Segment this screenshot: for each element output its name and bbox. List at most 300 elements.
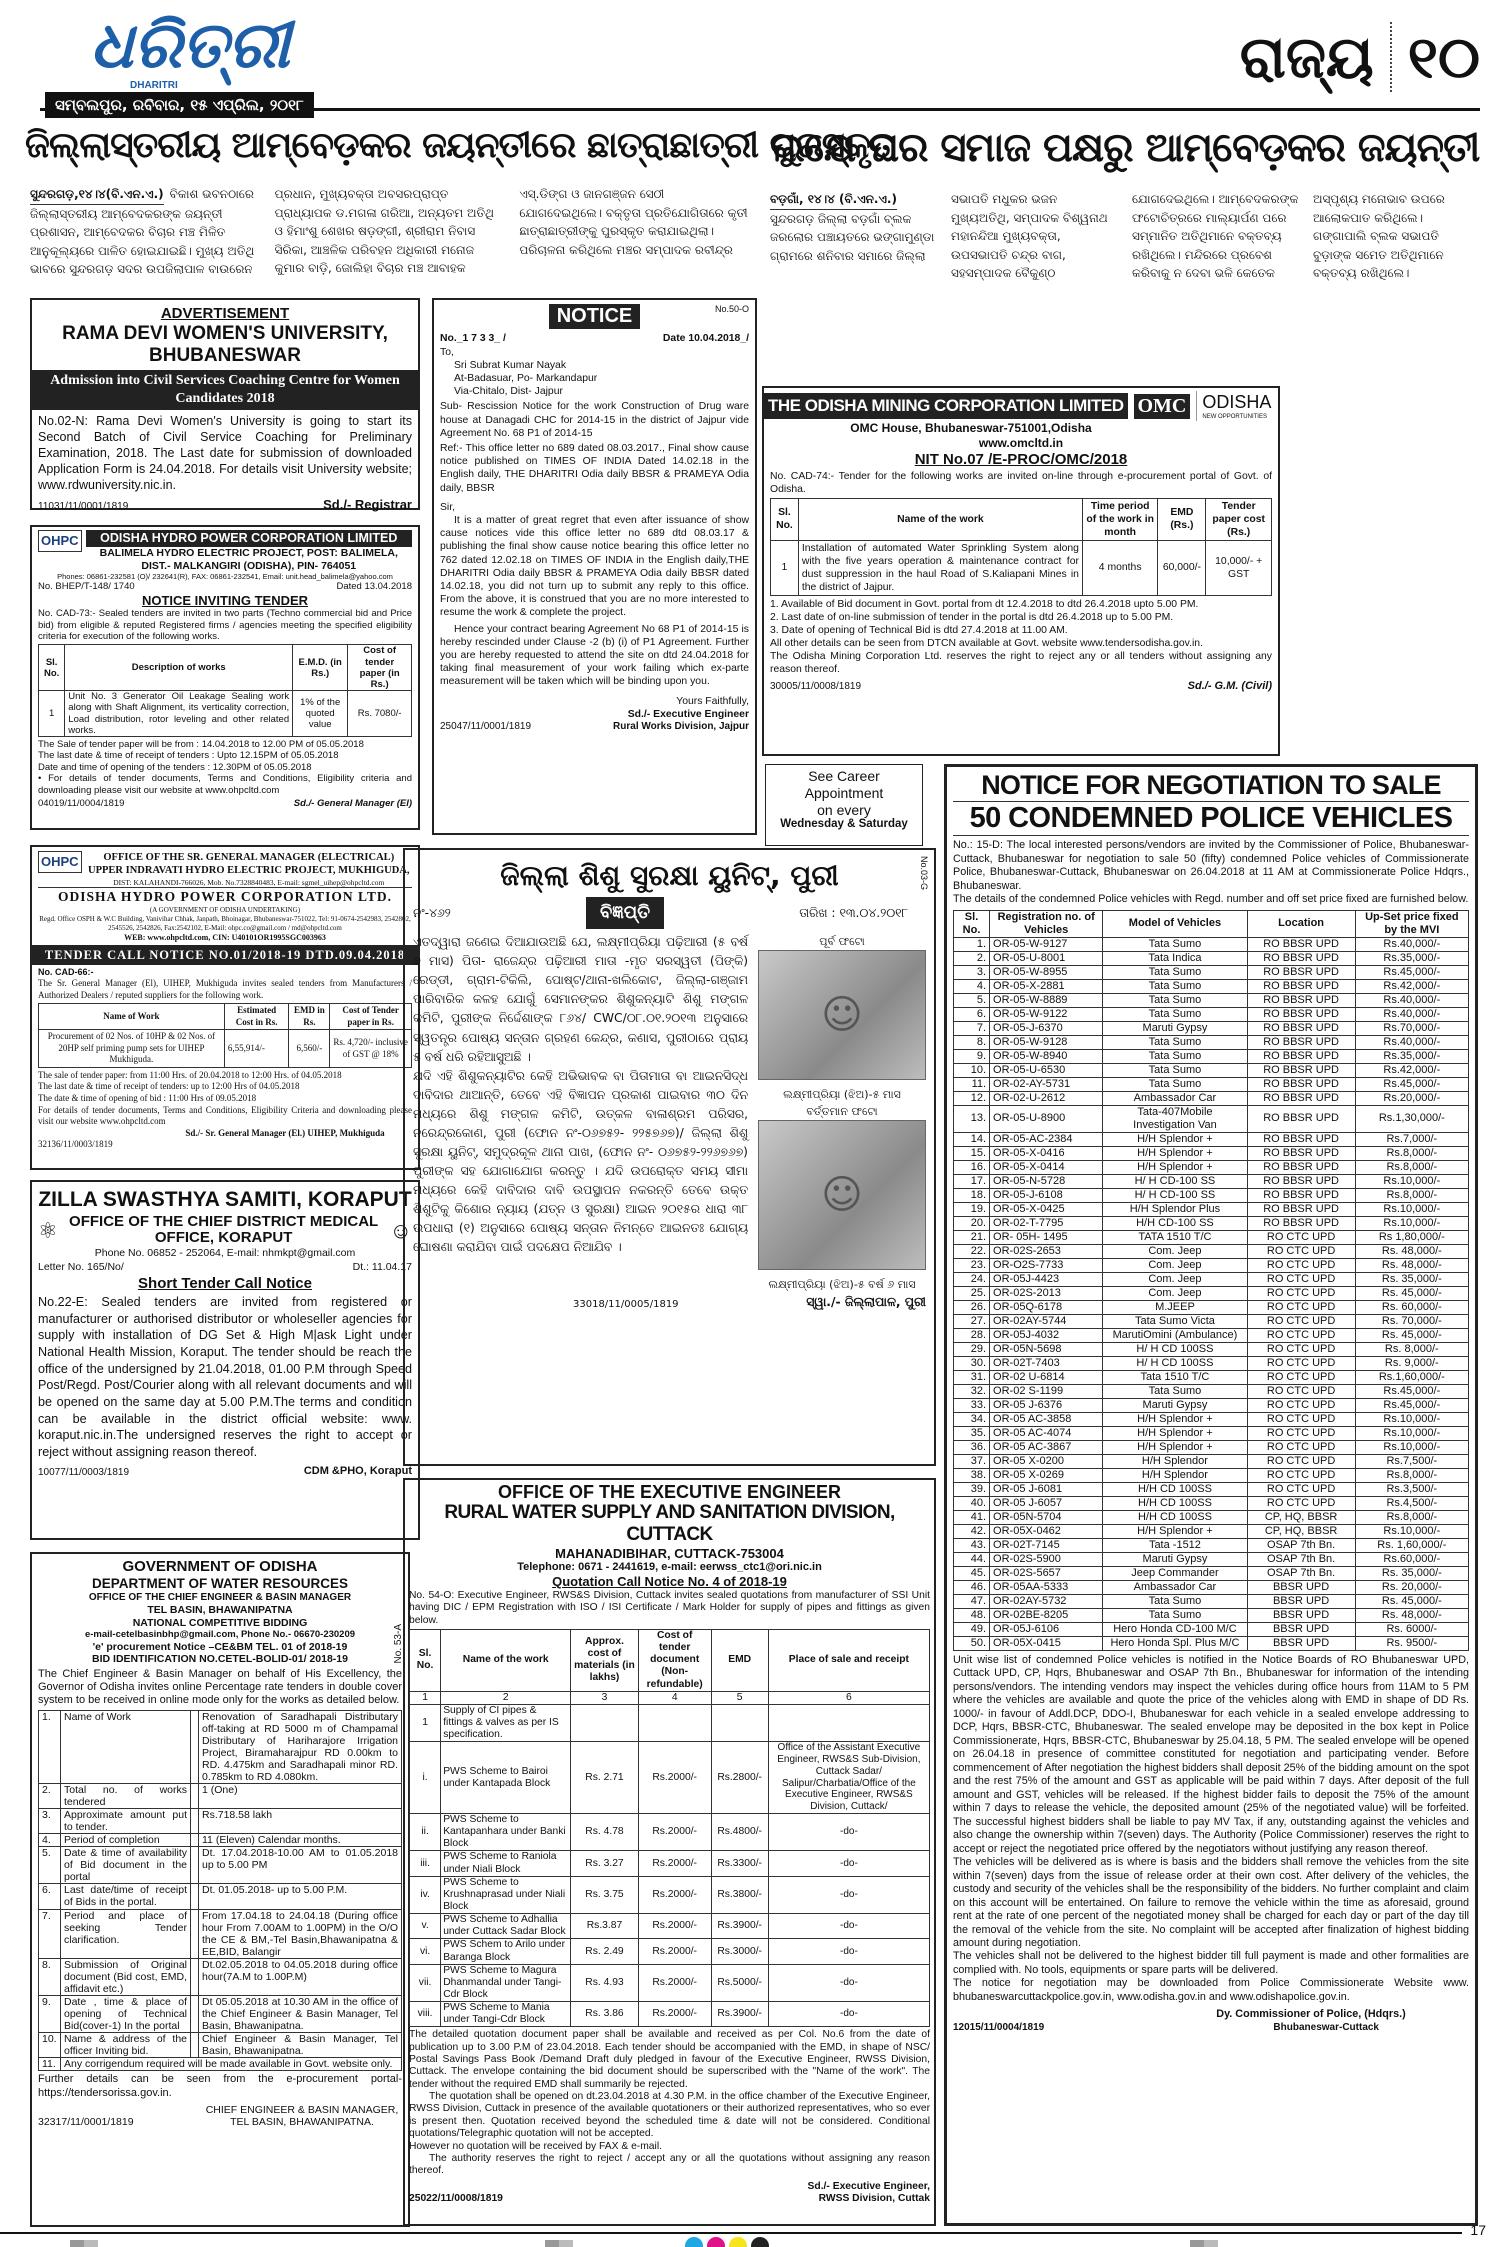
- table-cell: RO CTC UPD: [1247, 1300, 1355, 1314]
- addressee: Sri Subrat Kumar Nayak: [454, 359, 567, 371]
- table-cell: -do-: [768, 1914, 929, 1939]
- separator: [191, 1884, 199, 1909]
- table-cell: Rs.2000/-: [638, 1876, 711, 1913]
- table-cell: RO CTC UPD: [1247, 1244, 1355, 1258]
- table-cell: OR-02-AY-5731: [990, 1077, 1103, 1091]
- table-cell: Rs.2000/-: [638, 1742, 711, 1814]
- list-line: The Sale of tender paper will be from : 14.04.2018 to 12.00 PM of 05.05.2018: [38, 738, 364, 750]
- table-cell: 38.: [954, 1468, 990, 1482]
- table-cell: OR-05N-5704: [990, 1510, 1103, 1524]
- column-header: Name of Work: [39, 1004, 225, 1030]
- table-cell: Rs.2000/-: [638, 1814, 711, 1851]
- table-cell: Rs. 2.49: [571, 1939, 639, 1964]
- newspaper-logo-subtitle: DHARITRI: [130, 80, 178, 91]
- headline-left: ଜିଲ୍ଲାସ୍ତରୀୟ ଆମ୍ବେଡ଼କର ଜୟନ୍ତୀରେ ଛାତ୍ରାଛାତ୍ରୀ ପୁରସ୍କୃତ: [25, 125, 895, 166]
- table-cell: Unit No. 3 Generator Oil Leakage Sealing work along with Shaft Alignment, its verticality correction, Load distribution, rotor leveling and other related works.: [65, 691, 293, 737]
- table-cell: Tata Sumo: [1103, 1594, 1247, 1608]
- ad-title: ODISHA HYDRO POWER CORPORATION LIMITED: [86, 530, 412, 547]
- table-row: [39, 1884, 402, 1909]
- photo-caption: ଲକ୍ଷ୍ମୀପ୍ରିୟା (ଝିଅ)-୫ ମାସ: [783, 1088, 901, 1102]
- table-cell: Rs.8,000/-: [1355, 1160, 1468, 1174]
- table-cell: 10.: [39, 2033, 61, 2058]
- table-cell: 3.: [954, 965, 990, 979]
- column-header: Registration no. of Vehicles: [990, 910, 1103, 937]
- table-cell: RO CTC UPD: [1247, 1384, 1355, 1398]
- ad-web: www.omcltd.in: [978, 436, 1064, 450]
- table-cell: Dt. 17.04.2018-10.00 AM to 01.05.2018 up to 5.00 PM: [199, 1847, 402, 1884]
- table-cell: 18.: [954, 1188, 990, 1202]
- table-cell: Rs.5000/-: [711, 1964, 768, 2001]
- table-cell: 1: [410, 1704, 441, 1741]
- ad-number: ନଂ-୪୬୨: [413, 905, 451, 920]
- table-row: [954, 910, 1469, 937]
- ad-line: TEL BASIN, BHAWANIPATNA: [147, 1604, 293, 1617]
- table-cell: RO BBSR UPD: [1247, 1188, 1355, 1202]
- table-cell: Rs. 35,000/-: [1355, 1566, 1468, 1580]
- table-cell: OR-05X-0462: [990, 1524, 1103, 1538]
- table-cell: Rs. 60,000/-: [1355, 1300, 1468, 1314]
- table-cell: 50.: [954, 1636, 990, 1650]
- table-cell: OR-02T-7145: [990, 1538, 1103, 1552]
- table-cell: Rs.4800/-: [711, 1814, 768, 1851]
- table-cell: OR-02S-2653: [990, 1244, 1103, 1258]
- table-cell: 29.: [954, 1342, 990, 1356]
- table-cell: Tata Sumo: [1103, 979, 1247, 993]
- table-cell: H/H Splendor: [1103, 1468, 1247, 1482]
- table-cell: RO BBSR UPD: [1247, 1035, 1355, 1049]
- table-row: [954, 1440, 1469, 1454]
- table-cell: v.: [410, 1914, 441, 1939]
- column-header: Sl. No.: [954, 910, 990, 937]
- child-photo-earlier: ☺: [758, 950, 926, 1080]
- ad-body: No.02-N: Rama Devi Women's University is going to start its Second Batch of Civil Service Coaching for Preliminary Examination, 2018. The Last date for submission of downloaded Application Form is 24.04.2018. For details visit University website; www.rdwuniversity.nic.in.: [38, 413, 412, 492]
- table-cell: Rs. 9,000/-: [1355, 1356, 1468, 1370]
- table-cell: [711, 1704, 768, 1741]
- table-row: [954, 1454, 1469, 1468]
- tender-dates: [38, 739, 412, 796]
- ad-banner: TENDER CALL NOTICE NO.01/2018-19 DTD.09.04.2018: [32, 945, 418, 965]
- table-cell: 16.: [954, 1160, 990, 1174]
- article-left: [30, 185, 750, 290]
- table-row: [39, 1834, 402, 1847]
- notice-para: The vehicles shall not be delivered to the highest bidder till full payment is made and other formalities are complied with. No tools, equipments or spare parts will be delivered.: [953, 1950, 1469, 1976]
- table-row: [954, 1105, 1469, 1132]
- table-cell: 43.: [954, 1538, 990, 1552]
- child-photo-current: ☺: [758, 1120, 926, 1270]
- ad-water-resources: [30, 1552, 410, 2227]
- section-divider: [1390, 22, 1392, 92]
- table-cell: Rs.1,30,000/-: [1355, 1105, 1468, 1132]
- list-line: • For details of tender documents, Terms and Conditions, Eligibility criteria and downloading please visit our website at www.ohpcltd.com: [38, 773, 412, 796]
- table-row: [39, 2058, 402, 2071]
- notice-para: It is a matter of great regret that even after issuance of show cause notices vide this office letter no 689 dtd 08.03.17 & publishing the final show cause notice bearing this office letter no 762 dated 12.02.18 on TIMES OF INDIA in the English daily,THE DHARITRI Odia daily BBSR & PRAMEYA Odia daily BBSR dated 14.02.18, you did not turn up to submit any reply to this office. From the above, it is construed that you are no more interested to resume the work & complete the project.: [440, 515, 749, 619]
- ad-web: WEB: www.ohpcltd.com, CIN: U40101OR1995SGC003963: [124, 932, 326, 942]
- table-cell: Rs 1,80,000/-: [1355, 1230, 1468, 1244]
- table-cell: CP, HQ, BBSR: [1247, 1524, 1355, 1538]
- table-cell: RO CTC UPD: [1247, 1398, 1355, 1412]
- table-cell: 45.: [954, 1566, 990, 1580]
- table-cell: Office of the Assistant Executive Engineer, RWS&S Sub-Division, Cuttack Sadar/ Salipur/Charbatia/Office of the Executive Engineer, RWS&S Division, Cuttack/: [768, 1742, 929, 1814]
- table-cell: H/H CD-100 SS: [1103, 1216, 1247, 1230]
- table-cell: OR-02T-7403: [990, 1356, 1103, 1370]
- table-cell: 60,000/-: [1158, 540, 1206, 595]
- table-cell: [638, 1704, 711, 1741]
- table-cell: 11 (Eleven) Calendar months.: [199, 1834, 402, 1847]
- table-cell: OR-05 J-6376: [990, 1398, 1103, 1412]
- article-right: [770, 190, 1480, 385]
- notice-number: No._1 7 3 3_ /: [440, 333, 506, 345]
- table-cell: OSAP 7th Bn.: [1247, 1566, 1355, 1580]
- notice-title: NOTICE: [549, 304, 641, 329]
- table-row: [954, 1314, 1469, 1328]
- odisha-logo: ODISHA: [1202, 392, 1272, 412]
- table-cell: 1: [771, 540, 799, 595]
- ad-title: ଜିଲ୍ଲା ଶିଶୁ ସୁରକ୍ଷା ୟୁନିଟ୍, ପୁରୀ: [500, 859, 839, 892]
- table-cell: RO BBSR UPD: [1247, 1007, 1355, 1021]
- table-cell: PWS Scheme to Mania under Tangi-Cdr Block: [441, 2002, 571, 2027]
- table-cell: iii.: [410, 1851, 441, 1876]
- table-cell: Rs. 2.71: [571, 1742, 639, 1814]
- table-cell: Jeep Commander: [1103, 1566, 1247, 1580]
- ad-intro: No. 54-O: Executive Engineer, RWS&S Division, Cuttack invites sealed quotations from manufacturer of SSI Unit having DIC / EPM Registration with ISO / ISI Certificate / Mark Holder for supply of pipes and fittings as given below.: [409, 1589, 930, 1626]
- ad-intro: The Sr. General Manager (El), UIHEP, Mukhiguda invites sealed tenders from Manufacturers / Authorized Dealers / reputed suppliers for the following work.: [38, 978, 412, 1000]
- ad-title: RAMA DEVI WOMEN'S UNIVERSITY, BHUBANESWAR: [62, 323, 388, 367]
- table-cell: OR-05 AC-3858: [990, 1412, 1103, 1426]
- ad-contact: Phone No. 06852 - 252064, E-mail: nhmkpt@gmail.com: [94, 1246, 356, 1259]
- table-row: [954, 1482, 1469, 1496]
- table-row: [954, 937, 1469, 951]
- ad-sign: RWSS Division, Cuttak: [818, 2192, 930, 2204]
- table-cell: H/H Splendor +: [1103, 1524, 1247, 1538]
- table-row: [954, 1426, 1469, 1440]
- ad-rama-devi: [30, 298, 420, 510]
- table-cell: Rs. 8,000/-: [1355, 1342, 1468, 1356]
- table-cell: OR-05-W-8955: [990, 965, 1103, 979]
- footer-rule: [0, 2232, 1462, 2234]
- table-cell: OR-02BE-8205: [990, 1608, 1103, 1622]
- notice-sign: Rural Works Division, Jajpur: [613, 721, 749, 733]
- table-cell: MarutiOmini (Ambulance): [1103, 1328, 1247, 1342]
- ad-sign: ସ୍ୱା./- ଜିଲ୍ଲାପାଳ, ପୁରୀ: [806, 1295, 926, 1310]
- table-cell: 42.: [954, 1524, 990, 1538]
- table-cell: OR-05X-0415: [990, 1636, 1103, 1650]
- table-cell: 7.: [39, 1909, 61, 1958]
- notice-para: Unit wise list of condemned Police vehicles is notified in the Notice Boards of RO Bhubaneswar UPD, Cuttack UPD, CP, Hqrs, Bhubaneswar and OSAP 7th Bn., Bhubaneswar for information of the intending persons/vendors. The intending vendors may inspect the vehicles during office hours from 11AM to 5 PM where the vehicles are available and quote the price of the vehicles along with EMD in shape of DD Rs. 1000/- in favour of Addl.DCP, DDO-I, Bhubaneswar for each vehicle in a sealed envelope addressing to DCP, Hqrs, BBSR-CTC, Bhubaneswar. The sealed envelope may be deposited in the box kept in Police Commissionerate, Hqrs, BBSR-CTC, Bhubaneswar by 25.04.18, 5 PM. The sealed envelope will be opened on 26.04.18 in presence of committee constituted for negotiation and participating vender. Before commencement of After negotiation the highest bidders shall deposit 25% of the bidding amount on the spot and the rest 75% of the amount and GST as applicable will be paid within 7 days. After deposit of the full amount and GST, vehicles will be released. If the highest bidder fails to deposit the 75% of the amount within 7 days to release the vehicle, the deposited amount (25% of the negotiated value) will be forfeited. The successful highest bidders shall be liable to pay MV Tax, if any, outstanding against the vehicles and also change the ownership within 7(seven) days. The Authority (Police Commissioner) reserves the right to accept or reject the negotiated price offered by the negotiators without justifying any reason thereof.: [953, 1653, 1469, 1855]
- list-line: Date and time of opening of the tenders : 12.30PM of 05.05.2018: [38, 761, 312, 773]
- table-row: [954, 1594, 1469, 1608]
- table-cell: 8.: [39, 1958, 61, 1995]
- ad-line: DEPARTMENT OF WATER RESOURCES: [91, 1576, 348, 1591]
- table-cell: 23.: [954, 1258, 990, 1272]
- table-cell: Name of Work: [61, 1710, 191, 1783]
- table-row: [954, 1580, 1469, 1594]
- ohpc-logo: OHPC: [38, 851, 82, 873]
- ad-line: NATIONAL COMPETITIVE BIDDING: [132, 1616, 308, 1629]
- table-cell: RO CTC UPD: [1247, 1454, 1355, 1468]
- ad-para: ଯଦି ଏହି ଶିଶୁକନ୍ୟାଟିର କେହି ଅଭିଭାବକ ବା ପିତାମାତା ବା ଆଇନସିଦ୍ଧ ଦାବିଦାର ଥାଆନ୍ତି, ତେବେ ଏହି ବିଜ୍ଞାପନ ପ୍ରକାଶ ପାଇବାର ୩୦ ଦିନ ମଧ୍ୟରେ ଶିଶୁ ମଙ୍ଗଳ କମିଟି, ଉତ୍କଳ ବାଳାଶ୍ରମ ପରିସର, ନରେନ୍ଦ୍ରକୋଣ, ପୁରୀ (ଫୋନ ନଂ-୦୬୭୫୨- ୨୨୫୭୬୭)/ ଜିଲ୍ଲା ଶିଶୁ ସୁରକ୍ଷା ୟୁନିଟ୍, ସମୁଦ୍ରକୂଳ ଥାନା ପାଖ, (ଫୋନ ନଂ- ୦୬୭୫୨-୨୨୬୭୬୭) ପୁରୀଙ୍କ ସହ ଯୋଗାଯୋଗ କରନ୍ତୁ । ଯଦି ଉପରୋକ୍ତ ସମୟ ସୀମା ମଧ୍ୟରେ କେହି ଦାବିଦାର ଦାବି ଉପସ୍ଥାପନ ନକରନ୍ତି ତେବେ ଉକ୍ତ ଶିଶୁଟିକୁ କିଶୋର ନ୍ୟାୟ (ଯତ୍ନ ଓ ସୁରକ୍ଷା) ଆଇନ ୨୦୧୫ର ଧାରା ୩୮ ଉପଧାରା (୧) ଅନୁସାରେ ପୋଷ୍ୟ ସନ୍ତାନ ନିମନ୍ତେ ଆଇନତଃ ଯୋଗ୍ୟ ଘୋଷଣା କରାଯିବା ପାଇଁ ପଦକ୍ଷେପ ନିଆଯିବ ।: [413, 1068, 748, 1255]
- table-row: [954, 1174, 1469, 1188]
- ad-contact: Phones: 06861-232581 (O)/ 232641(R), FAX: 06861-232541, Email: unit.head_balimela@yahoo.com: [57, 572, 393, 582]
- addressee: At-Badasuar, Po- Markandapur: [454, 373, 598, 384]
- table-cell: Rs.2000/-: [638, 1964, 711, 2001]
- table-cell: Rs.3800/-: [711, 1876, 768, 1913]
- vehicle-table: [953, 910, 1469, 1651]
- table-cell: 2.: [954, 951, 990, 965]
- ad-ref: 04019/11/0004/1819: [38, 797, 125, 809]
- table-cell: 5.: [954, 993, 990, 1007]
- table-cell: RO CTC UPD: [1247, 1468, 1355, 1482]
- ad-date: Dt.: 11.04.17: [352, 1260, 412, 1273]
- odisha-tagline: NEW OPPORTUNITIES: [1202, 413, 1267, 420]
- table-cell: Approximate amount put to tender.: [61, 1809, 191, 1834]
- table-cell: ii.: [410, 1814, 441, 1851]
- notice-intro: The details of the condemned Police vehicles with Regd. number and off set price fixed are furnished below.: [953, 893, 1469, 906]
- table-cell: 12.: [954, 1091, 990, 1105]
- table-cell: BBSR UPD: [1247, 1636, 1355, 1650]
- table-cell: 46.: [954, 1580, 990, 1594]
- career-line: on every: [817, 801, 871, 818]
- table-cell: RO BBSR UPD: [1247, 1091, 1355, 1105]
- table-cell: H/ H CD 100SS: [1103, 1356, 1247, 1370]
- table-cell: 6,560/-: [289, 1030, 330, 1068]
- notice-closing: Yours Faithfully,: [676, 695, 749, 707]
- table-cell: Total no. of works tendered: [61, 1783, 191, 1808]
- table-cell: 5.: [39, 1847, 61, 1884]
- table-cell: BBSR UPD: [1247, 1622, 1355, 1636]
- table-row: [954, 1132, 1469, 1146]
- table-cell: 30.: [954, 1356, 990, 1370]
- table-row: [954, 1496, 1469, 1510]
- separator: [191, 1710, 199, 1783]
- table-row: [954, 1510, 1469, 1524]
- ad-ohpc-uihep: [30, 845, 420, 1170]
- ad-sign: Sd./- Registrar: [323, 496, 412, 512]
- table-row: [39, 1030, 412, 1068]
- table-row: [410, 1742, 930, 1814]
- table-cell: H/H Splendor +: [1103, 1132, 1247, 1146]
- table-cell: OR-05J-4032: [990, 1328, 1103, 1342]
- notice-to: To,: [440, 346, 454, 358]
- table-cell: 20.: [954, 1216, 990, 1230]
- column-header: Estimated Cost in Rs.: [224, 1004, 289, 1030]
- ad-nit: NIT No.07 /E-PROC/OMC/2018: [914, 451, 1128, 468]
- table-cell: Rs. 4.93: [571, 1964, 639, 2001]
- table-row: [39, 1783, 402, 1808]
- ad-sign: Sd./- G.M. (Civil): [1187, 679, 1272, 692]
- table-cell: Rs.10,000/-: [1355, 1202, 1468, 1216]
- table-cell: 37.: [954, 1454, 990, 1468]
- registration-mark: [1190, 2240, 1218, 2247]
- table-cell: RO CTC UPD: [1247, 1342, 1355, 1356]
- table-cell: Renovation of Saradhapali Distributary off-taking at RD 5000 m of Champamal Distributary of Hariharajore Irrigation Project, Biramaharajpur RD 0.00km to RD. 4.475km and Saradhapali minor RD. 0.785km to RD 4.080km.: [199, 1710, 402, 1783]
- table-cell: 21.: [954, 1230, 990, 1244]
- nhm-logo-icon: ☺: [389, 1217, 412, 1243]
- table-cell: Tata 1510 T/C: [1103, 1370, 1247, 1384]
- table-cell: Rs.1,60,000/-: [1355, 1370, 1468, 1384]
- table-cell: Rs. 48,000/-: [1355, 1258, 1468, 1272]
- table-cell: BBSR UPD: [1247, 1608, 1355, 1622]
- table-cell: Com. Jeep: [1103, 1272, 1247, 1286]
- table-cell: -do-: [768, 2002, 929, 2027]
- table-cell: 48.: [954, 1608, 990, 1622]
- table-cell: 32.: [954, 1384, 990, 1398]
- table-row: [954, 1091, 1469, 1105]
- ad-para: The detailed quotation document paper shall be available and received as per Col. No.6 from the date of publication up to 3.00 P.M of 23.04.2018. Each tender should be accompanied with the EMD, in shape of NSC/ Postal Savings Pass Book /Demand Draft duly pledged in favour of the Executive Engineer, RWSS Division, Cuttack. The envelope containing the bid document should be superscribed with the "Name of the work". The tender without the required EMD shall summarily be rejected.: [409, 2029, 930, 2090]
- ad-date: ତାରିଖ : ୧୩.୦୪.୨୦୧୮: [799, 905, 908, 920]
- table-cell: Dt 05.05.2018 at 10.30 AM in the office of the Chief Engineer & Basin Manager, Tel Basin, Bhawanipatna.: [199, 1995, 402, 2032]
- table-cell: -do-: [768, 1814, 929, 1851]
- ad-ref: 25022/11/0008/1819: [409, 2192, 503, 2204]
- table-cell: Tata Sumo: [1103, 1049, 1247, 1063]
- list-line: 2. Last date of on-line submission of tender in the portal is dtd 26.4.2018 up to 5.00 PM.: [770, 611, 1174, 623]
- table-cell: Rs.20,000/-: [1355, 1091, 1468, 1105]
- table-cell: Ambassador Car: [1103, 1580, 1247, 1594]
- table-cell: Rs.3000/-: [711, 1939, 768, 1964]
- table-cell: 3: [571, 1691, 639, 1704]
- table-row: [954, 1007, 1469, 1021]
- ad-intro: The Chief Engineer & Basin Manager on behalf of His Excellency, the Governor of Odisha invites online Percentage rate tenders in double cover system to be received in online mode only for the works as detailed below.: [38, 1667, 402, 1707]
- table-cell: 6.: [39, 1884, 61, 1909]
- table-cell: H/H CD 100SS: [1103, 1510, 1247, 1524]
- table-cell: OR-02-U-2612: [990, 1091, 1103, 1105]
- column-header: Up-Set price fixed by the MVI: [1355, 910, 1468, 937]
- table-cell: H/ H CD-100 SS: [1103, 1174, 1247, 1188]
- table-cell: Rs.3.87: [571, 1914, 639, 1939]
- table-row: [954, 1636, 1469, 1650]
- table-row: [954, 1035, 1469, 1049]
- table-cell: Tata Sumo: [1103, 1063, 1247, 1077]
- table-cell: Rs. 48,000/-: [1355, 1244, 1468, 1258]
- table-cell: Procurement of 02 Nos. of 10HP & 02 Nos. of 20HP self priming pump sets for UIHEP Mukhiguda.: [39, 1030, 225, 1068]
- table-cell: RO CTC UPD: [1247, 1314, 1355, 1328]
- table-cell: Rs.70,000/-: [1355, 1021, 1468, 1035]
- ad-sign: Sd./- Sr. General Manager (El.) UIHEP, Mukhiguda: [185, 1127, 385, 1138]
- table-cell: Rs.7,000/-: [1355, 1132, 1468, 1146]
- registration-mark: [545, 2240, 573, 2247]
- table-row: [771, 540, 1272, 595]
- yellow-dot: [729, 2237, 747, 2247]
- table-cell: 49.: [954, 1622, 990, 1636]
- table-cell: Tata Sumo: [1103, 1035, 1247, 1049]
- table-cell: 35.: [954, 1426, 990, 1440]
- table-cell: OR-05Q-6178: [990, 1300, 1103, 1314]
- table-cell: RO BBSR UPD: [1247, 1174, 1355, 1188]
- table-cell: Rs.3900/-: [711, 1914, 768, 1939]
- table-cell: 27.: [954, 1314, 990, 1328]
- table-cell: 39.: [954, 1482, 990, 1496]
- table-cell: 31.: [954, 1370, 990, 1384]
- table-row: [954, 1258, 1469, 1272]
- table-row: [954, 1328, 1469, 1342]
- table-cell: OSAP 7th Bn.: [1247, 1552, 1355, 1566]
- table-cell: 7.: [954, 1021, 990, 1035]
- tender-table: [38, 644, 412, 737]
- notice-para: The vehicles will be delivered as is where is basis and the bidders shall remove the vehicles from the site within 7(seven) days from the issue of release order at their own cost. After delivery of the vehicles, the custody and security of the vehicles shall be the responsibility of the bidders. No further complaint and claim on this account will be entertained. On failure to remove the vehicle within the time as aforesaid, ground rent at the rate of one percent of the negotiated money shall be charged for each day or part of the day till the removal of the vehicle from the site. No complaint will be accepted after finalization of highest bidding amount during negotiation.: [953, 1856, 1469, 1949]
- table-cell: OR-02 U-6814: [990, 1370, 1103, 1384]
- table-cell: Rs.3900/-: [711, 2002, 768, 2027]
- table-cell: 19.: [954, 1202, 990, 1216]
- ad-line: BID IDENTIFICATION NO.CETEL-BOLID-01/ 2018-19: [92, 1653, 348, 1666]
- separator: [191, 1958, 199, 1995]
- table-row: [954, 1524, 1469, 1538]
- column-header: E.M.D. (in Rs.): [293, 645, 348, 691]
- ad-office: OFFICE OF THE CHIEF DISTRICT MEDICAL OFFICE, KORAPUT: [69, 1212, 379, 1247]
- table-cell: Rs. 45,000/-: [1355, 1594, 1468, 1608]
- table-cell: 4.: [39, 1834, 61, 1847]
- table-cell: Rs.10,000/-: [1355, 1412, 1468, 1426]
- table-cell: 47.: [954, 1594, 990, 1608]
- table-row: [954, 1398, 1469, 1412]
- table-cell: OR-05-W-9128: [990, 1035, 1103, 1049]
- table-cell: Rs. 35,000/-: [1355, 1272, 1468, 1286]
- table-cell: Rs.42,000/-: [1355, 979, 1468, 993]
- black-dot: [751, 2237, 769, 2247]
- table-cell: 8.: [954, 1035, 990, 1049]
- table-cell: OR-05-U-8900: [990, 1105, 1103, 1132]
- table-cell: Rs.2000/-: [638, 1939, 711, 1964]
- page-number: ୧୦: [1407, 22, 1480, 91]
- table-row: [39, 645, 412, 691]
- table-cell: Tata-407Mobile Investigation Van: [1103, 1105, 1247, 1132]
- table-cell: RO BBSR UPD: [1247, 1132, 1355, 1146]
- table-cell: RO CTC UPD: [1247, 1412, 1355, 1426]
- table-row: [954, 993, 1469, 1007]
- table-cell: RO BBSR UPD: [1247, 1105, 1355, 1132]
- table-cell: 26.: [954, 1300, 990, 1314]
- table-cell: Tata -1512: [1103, 1538, 1247, 1552]
- table-cell: Rs. 48,000/-: [1355, 1608, 1468, 1622]
- table-cell: [571, 1704, 639, 1741]
- table-cell: 44.: [954, 1552, 990, 1566]
- table-cell: 4 months: [1082, 540, 1157, 595]
- ad-omc: [762, 386, 1280, 756]
- list-line: The last date & time of receipt of tenders: up to 12:00 Hrs of 04.05.2018: [38, 1081, 300, 1092]
- table-cell: RO CTC UPD: [1247, 1258, 1355, 1272]
- table-cell: 6: [768, 1691, 929, 1704]
- table-cell: Rs. 4,720/- inclusive of GST @ 18%: [330, 1030, 412, 1068]
- separator: [191, 1995, 199, 2032]
- article-body: ସୁନ୍ଦରଗଡ଼ ଜିଲ୍ଲା ବଡ଼ଗାଁ ବ୍ଲକ ଜରଲୋର ପଞ୍ଚାୟତରେ ଭଙ୍ଗାମୁଣ୍ଡା ଗ୍ରାମରେ ଶନିବାର ସମାରେ ଜିଲ୍ଲା ସଭାପତି ମଧୁକର ଭଜନ ମୁଖ୍ୟଅତିଥି, ସମ୍ପାଦକ ବିଶ୍ୱନାଥ ମହାନନ୍ଦିଆ ମୁଖ୍ୟବକ୍ତା, ଉପସଭାପତି ଚନ୍ଦ୍ର ବାଗ, ସହସମ୍ପାଦକ ବୈକୁଣ୍ଠ ଯୋଗଦେଇଥିଲେ। ଆମ୍ବେଦକରଙ୍କ ଫଟୋଚିତ୍ରରେ ମାଲ୍ୟାର୍ପଣ ପରେ ସମ୍ମାନିତ ଅତିଥିମାନେ ବକ୍ତବ୍ୟ ରଖିଥିଲେ। ମନ୍ଦିରରେ ପ୍ରବେଶ କରିବାକୁ ନ ଦେବା ଭଳି କେତେକ ଅସ୍ପୃଶ୍ୟ ମନୋଭାବ ଉପରେ ଆଲୋକପାତ କରିଥିଲେ। ଗଙ୍ଗାପାଲି ବ୍ଲକ ସଭାପତି ବୁଡ଼ାଙ୍କ ସମେତ ଅତିଥିମାନେ ବକ୍ତବ୍ୟ ରଖିଥିଲେ।: [770, 192, 1445, 281]
- column-header: EMD (Rs.): [1158, 498, 1206, 540]
- table-row: [954, 1077, 1469, 1091]
- tender-dates: [770, 598, 1272, 676]
- table-cell: OR-05N-5698: [990, 1342, 1103, 1356]
- table-cell: 11.: [954, 1077, 990, 1091]
- table-cell: RO CTC UPD: [1247, 1356, 1355, 1370]
- table-cell: Com. Jeep: [1103, 1286, 1247, 1300]
- table-cell: Rs.10,000/-: [1355, 1440, 1468, 1454]
- addressee: Via-Chitalo, Dist- Jajpur: [454, 386, 563, 398]
- ad-intro: No. CAD-74:- Tender for the following works are invited on-line through e-procurement portal of Govt. of Odisha.: [770, 470, 1272, 495]
- table-cell: RO BBSR UPD: [1247, 951, 1355, 965]
- table-cell: Tata Indica: [1103, 951, 1247, 965]
- table-cell: BBSR UPD: [1247, 1580, 1355, 1594]
- table-cell: Rs. 3.27: [571, 1851, 639, 1876]
- table-cell: OR-05-U-6530: [990, 1063, 1103, 1077]
- ad-ref: 32136/11/0003/1819: [38, 1139, 113, 1150]
- headline-right: ଲକ୍ଷେ ଘର ସମାଜ ପକ୍ଷରୁ ଆମ୍ବେଡ଼କର ଜୟନ୍ତୀ: [770, 125, 1480, 171]
- table-cell: Rs.8,000/-: [1355, 1188, 1468, 1202]
- table-cell: OR-05AA-5333: [990, 1580, 1103, 1594]
- table-cell: -do-: [768, 1876, 929, 1913]
- table-cell: vii.: [410, 1964, 441, 2001]
- table-cell: OR-05-J-6370: [990, 1021, 1103, 1035]
- table-cell: PWS Scheme to Magura Dhanmandal under Tangi-Cdr Block: [441, 1964, 571, 2001]
- table-cell: Tata Sumo: [1103, 1608, 1247, 1622]
- tender-table: [38, 1003, 412, 1068]
- notice-para: Hence your contract bearing Agreement No 68 P1 of 2014-15 is hereby rescinded under Clause -2 (b) (i) of P1 Agreement. Further you are hereby requested to attend the site on dtd 24.04.2018 for taking final measurement of your work failing which ex-parte measurement will be taken which will be binding upon you.: [440, 623, 749, 688]
- table-cell: Rs.40,000/-: [1355, 1035, 1468, 1049]
